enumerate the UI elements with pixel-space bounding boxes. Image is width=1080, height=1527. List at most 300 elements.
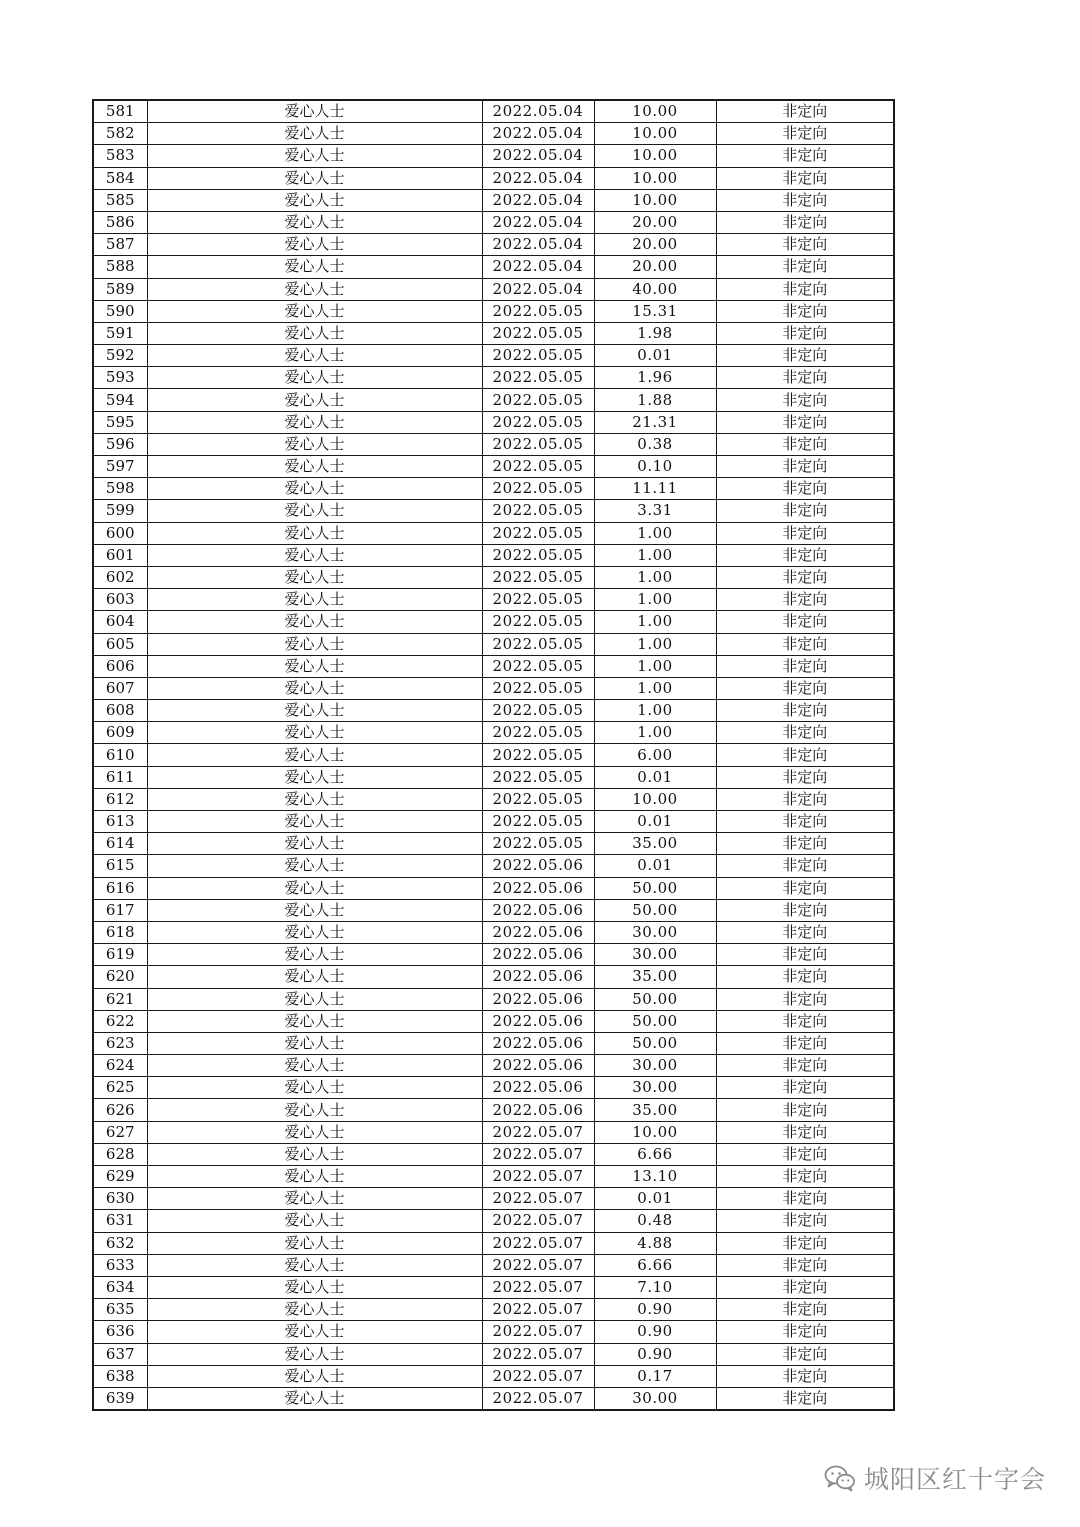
row-number-cell: 607	[93, 677, 147, 699]
amount-cell: 35.00	[594, 966, 716, 988]
table-row	[93, 1321, 894, 1343]
purpose-cell: 非定向	[716, 1077, 894, 1099]
row-number-cell: 610	[93, 744, 147, 766]
purpose-cell: 非定向	[716, 1143, 894, 1165]
purpose-cell: 非定向	[716, 211, 894, 233]
date-cell: 2022.05.05	[482, 589, 594, 611]
date-cell: 2022.05.05	[482, 700, 594, 722]
donor-cell: 爱心人士	[147, 278, 482, 300]
purpose-cell: 非定向	[716, 1232, 894, 1254]
date-cell: 2022.05.05	[482, 322, 594, 344]
table-row	[93, 633, 894, 655]
purpose-cell: 非定向	[716, 145, 894, 167]
table-row	[93, 921, 894, 943]
row-number-cell: 608	[93, 700, 147, 722]
donor-cell: 爱心人士	[147, 899, 482, 921]
row-number-cell: 611	[93, 766, 147, 788]
purpose-cell: 非定向	[716, 1032, 894, 1054]
donor-cell: 爱心人士	[147, 500, 482, 522]
date-cell: 2022.05.07	[482, 1232, 594, 1254]
purpose-cell: 非定向	[716, 1365, 894, 1387]
date-cell: 2022.05.07	[482, 1276, 594, 1298]
purpose-cell: 非定向	[716, 611, 894, 633]
table-row	[93, 1365, 894, 1387]
donor-cell: 爱心人士	[147, 1143, 482, 1165]
date-cell: 2022.05.04	[482, 234, 594, 256]
purpose-cell: 非定向	[716, 766, 894, 788]
donor-cell: 爱心人士	[147, 566, 482, 588]
row-number-cell: 591	[93, 322, 147, 344]
row-number-cell: 584	[93, 167, 147, 189]
donor-cell: 爱心人士	[147, 744, 482, 766]
date-cell: 2022.05.06	[482, 899, 594, 921]
row-number-cell: 621	[93, 988, 147, 1010]
donor-cell: 爱心人士	[147, 944, 482, 966]
donation-table-body	[93, 100, 894, 1410]
amount-cell: 0.10	[594, 456, 716, 478]
table-row	[93, 278, 894, 300]
purpose-cell: 非定向	[716, 522, 894, 544]
date-cell: 2022.05.06	[482, 1099, 594, 1121]
row-number-cell: 638	[93, 1365, 147, 1387]
date-cell: 2022.05.04	[482, 256, 594, 278]
donor-cell: 爱心人士	[147, 123, 482, 145]
donor-cell: 爱心人士	[147, 833, 482, 855]
amount-cell: 0.01	[594, 811, 716, 833]
donor-cell: 爱心人士	[147, 433, 482, 455]
amount-cell: 1.96	[594, 367, 716, 389]
table-row	[93, 167, 894, 189]
amount-cell: 50.00	[594, 877, 716, 899]
amount-cell: 1.00	[594, 611, 716, 633]
amount-cell: 30.00	[594, 921, 716, 943]
table-row	[93, 589, 894, 611]
purpose-cell: 非定向	[716, 811, 894, 833]
date-cell: 2022.05.05	[482, 722, 594, 744]
donor-cell: 爱心人士	[147, 766, 482, 788]
donor-cell: 爱心人士	[147, 411, 482, 433]
date-cell: 2022.05.06	[482, 1077, 594, 1099]
donor-cell: 爱心人士	[147, 322, 482, 344]
row-number-cell: 631	[93, 1210, 147, 1232]
row-number-cell: 582	[93, 123, 147, 145]
donor-cell: 爱心人士	[147, 1188, 482, 1210]
amount-cell: 0.90	[594, 1299, 716, 1321]
table-row	[93, 1143, 894, 1165]
date-cell: 2022.05.05	[482, 389, 594, 411]
date-cell: 2022.05.04	[482, 123, 594, 145]
row-number-cell: 639	[93, 1387, 147, 1410]
amount-cell: 10.00	[594, 123, 716, 145]
table-row	[93, 433, 894, 455]
purpose-cell: 非定向	[716, 1254, 894, 1276]
amount-cell: 6.00	[594, 744, 716, 766]
amount-cell: 10.00	[594, 100, 716, 123]
table-row	[93, 1232, 894, 1254]
row-number-cell: 587	[93, 234, 147, 256]
purpose-cell: 非定向	[716, 411, 894, 433]
amount-cell: 1.00	[594, 566, 716, 588]
row-number-cell: 600	[93, 522, 147, 544]
amount-cell: 10.00	[594, 189, 716, 211]
row-number-cell: 634	[93, 1276, 147, 1298]
row-number-cell: 597	[93, 456, 147, 478]
amount-cell: 3.31	[594, 500, 716, 522]
date-cell: 2022.05.05	[482, 478, 594, 500]
donor-cell: 爱心人士	[147, 1166, 482, 1188]
amount-cell: 0.17	[594, 1365, 716, 1387]
amount-cell: 21.31	[594, 411, 716, 433]
row-number-cell: 590	[93, 300, 147, 322]
purpose-cell: 非定向	[716, 100, 894, 123]
row-number-cell: 629	[93, 1166, 147, 1188]
donor-cell: 爱心人士	[147, 478, 482, 500]
date-cell: 2022.05.07	[482, 1210, 594, 1232]
purpose-cell: 非定向	[716, 345, 894, 367]
table-row	[93, 1210, 894, 1232]
purpose-cell: 非定向	[716, 367, 894, 389]
date-cell: 2022.05.07	[482, 1321, 594, 1343]
amount-cell: 4.88	[594, 1232, 716, 1254]
amount-cell: 50.00	[594, 1010, 716, 1032]
amount-cell: 40.00	[594, 278, 716, 300]
table-row	[93, 1299, 894, 1321]
donor-cell: 爱心人士	[147, 1210, 482, 1232]
purpose-cell: 非定向	[716, 478, 894, 500]
amount-cell: 11.11	[594, 478, 716, 500]
table-row	[93, 744, 894, 766]
purpose-cell: 非定向	[716, 655, 894, 677]
row-number-cell: 637	[93, 1343, 147, 1365]
table-row	[93, 811, 894, 833]
date-cell: 2022.05.06	[482, 1032, 594, 1054]
amount-cell: 15.31	[594, 300, 716, 322]
date-cell: 2022.05.07	[482, 1299, 594, 1321]
donor-cell: 爱心人士	[147, 966, 482, 988]
date-cell: 2022.05.07	[482, 1143, 594, 1165]
purpose-cell: 非定向	[716, 123, 894, 145]
amount-cell: 0.38	[594, 433, 716, 455]
table-row	[93, 944, 894, 966]
donor-cell: 爱心人士	[147, 1365, 482, 1387]
row-number-cell: 632	[93, 1232, 147, 1254]
table-row	[93, 544, 894, 566]
row-number-cell: 626	[93, 1099, 147, 1121]
donor-cell: 爱心人士	[147, 544, 482, 566]
date-cell: 2022.05.06	[482, 988, 594, 1010]
date-cell: 2022.05.07	[482, 1188, 594, 1210]
donor-cell: 爱心人士	[147, 367, 482, 389]
donor-cell: 爱心人士	[147, 1055, 482, 1077]
row-number-cell: 601	[93, 544, 147, 566]
donor-cell: 爱心人士	[147, 1232, 482, 1254]
amount-cell: 35.00	[594, 833, 716, 855]
table-row	[93, 367, 894, 389]
donor-cell: 爱心人士	[147, 1343, 482, 1365]
amount-cell: 0.01	[594, 1188, 716, 1210]
donor-cell: 爱心人士	[147, 100, 482, 123]
donor-cell: 爱心人士	[147, 1299, 482, 1321]
row-number-cell: 619	[93, 944, 147, 966]
table-row	[93, 988, 894, 1010]
purpose-cell: 非定向	[716, 234, 894, 256]
purpose-cell: 非定向	[716, 456, 894, 478]
table-row	[93, 1077, 894, 1099]
donor-cell: 爱心人士	[147, 722, 482, 744]
row-number-cell: 612	[93, 788, 147, 810]
date-cell: 2022.05.05	[482, 300, 594, 322]
purpose-cell: 非定向	[716, 389, 894, 411]
table-row	[93, 145, 894, 167]
row-number-cell: 633	[93, 1254, 147, 1276]
donor-cell: 爱心人士	[147, 256, 482, 278]
purpose-cell: 非定向	[716, 921, 894, 943]
date-cell: 2022.05.05	[482, 500, 594, 522]
amount-cell: 13.10	[594, 1166, 716, 1188]
amount-cell: 1.00	[594, 544, 716, 566]
purpose-cell: 非定向	[716, 1387, 894, 1410]
purpose-cell: 非定向	[716, 589, 894, 611]
row-number-cell: 614	[93, 833, 147, 855]
purpose-cell: 非定向	[716, 189, 894, 211]
date-cell: 2022.05.05	[482, 522, 594, 544]
table-row	[93, 234, 894, 256]
amount-cell: 30.00	[594, 1055, 716, 1077]
amount-cell: 10.00	[594, 145, 716, 167]
donor-cell: 爱心人士	[147, 1010, 482, 1032]
purpose-cell: 非定向	[716, 566, 894, 588]
donor-cell: 爱心人士	[147, 300, 482, 322]
date-cell: 2022.05.07	[482, 1387, 594, 1410]
row-number-cell: 596	[93, 433, 147, 455]
purpose-cell: 非定向	[716, 677, 894, 699]
date-cell: 2022.05.05	[482, 433, 594, 455]
date-cell: 2022.05.05	[482, 367, 594, 389]
table-row	[93, 322, 894, 344]
purpose-cell: 非定向	[716, 788, 894, 810]
row-number-cell: 615	[93, 855, 147, 877]
table-row	[93, 1343, 894, 1365]
purpose-cell: 非定向	[716, 1121, 894, 1143]
date-cell: 2022.05.05	[482, 677, 594, 699]
row-number-cell: 624	[93, 1055, 147, 1077]
donor-cell: 爱心人士	[147, 145, 482, 167]
date-cell: 2022.05.06	[482, 966, 594, 988]
wechat-icon	[824, 1464, 856, 1492]
amount-cell: 0.48	[594, 1210, 716, 1232]
table-row	[93, 123, 894, 145]
donor-cell: 爱心人士	[147, 1321, 482, 1343]
table-row	[93, 788, 894, 810]
amount-cell: 1.00	[594, 589, 716, 611]
amount-cell: 0.01	[594, 345, 716, 367]
row-number-cell: 616	[93, 877, 147, 899]
amount-cell: 35.00	[594, 1099, 716, 1121]
table-row	[93, 966, 894, 988]
amount-cell: 6.66	[594, 1143, 716, 1165]
table-row	[93, 478, 894, 500]
purpose-cell: 非定向	[716, 1166, 894, 1188]
amount-cell: 0.01	[594, 766, 716, 788]
date-cell: 2022.05.05	[482, 833, 594, 855]
amount-cell: 1.00	[594, 700, 716, 722]
row-number-cell: 605	[93, 633, 147, 655]
table-row	[93, 456, 894, 478]
donor-cell: 爱心人士	[147, 877, 482, 899]
table-row	[93, 411, 894, 433]
table-row	[93, 855, 894, 877]
date-cell: 2022.05.04	[482, 278, 594, 300]
date-cell: 2022.05.05	[482, 345, 594, 367]
date-cell: 2022.05.04	[482, 145, 594, 167]
donor-cell: 爱心人士	[147, 167, 482, 189]
table-row	[93, 300, 894, 322]
donor-cell: 爱心人士	[147, 611, 482, 633]
amount-cell: 1.00	[594, 722, 716, 744]
purpose-cell: 非定向	[716, 500, 894, 522]
donor-cell: 爱心人士	[147, 1387, 482, 1410]
donor-cell: 爱心人士	[147, 677, 482, 699]
table-row	[93, 522, 894, 544]
row-number-cell: 598	[93, 478, 147, 500]
row-number-cell: 630	[93, 1188, 147, 1210]
table-row	[93, 611, 894, 633]
table-row	[93, 677, 894, 699]
date-cell: 2022.05.04	[482, 211, 594, 233]
date-cell: 2022.05.05	[482, 788, 594, 810]
table-row	[93, 100, 894, 123]
purpose-cell: 非定向	[716, 256, 894, 278]
date-cell: 2022.05.05	[482, 456, 594, 478]
date-cell: 2022.05.06	[482, 877, 594, 899]
amount-cell: 0.90	[594, 1321, 716, 1343]
donor-cell: 爱心人士	[147, 811, 482, 833]
amount-cell: 1.00	[594, 655, 716, 677]
date-cell: 2022.05.05	[482, 811, 594, 833]
donor-cell: 爱心人士	[147, 389, 482, 411]
purpose-cell: 非定向	[716, 1188, 894, 1210]
amount-cell: 30.00	[594, 1077, 716, 1099]
table-row	[93, 1276, 894, 1298]
row-number-cell: 592	[93, 345, 147, 367]
table-row	[93, 389, 894, 411]
donor-cell: 爱心人士	[147, 1077, 482, 1099]
purpose-cell: 非定向	[716, 633, 894, 655]
row-number-cell: 636	[93, 1321, 147, 1343]
date-cell: 2022.05.06	[482, 921, 594, 943]
row-number-cell: 589	[93, 278, 147, 300]
amount-cell: 20.00	[594, 256, 716, 278]
row-number-cell: 627	[93, 1121, 147, 1143]
row-number-cell: 606	[93, 655, 147, 677]
row-number-cell: 586	[93, 211, 147, 233]
amount-cell: 1.98	[594, 322, 716, 344]
date-cell: 2022.05.07	[482, 1365, 594, 1387]
amount-cell: 50.00	[594, 1032, 716, 1054]
row-number-cell: 602	[93, 566, 147, 588]
date-cell: 2022.05.06	[482, 855, 594, 877]
purpose-cell: 非定向	[716, 855, 894, 877]
table-row	[93, 700, 894, 722]
watermark	[824, 1460, 1046, 1496]
row-number-cell: 593	[93, 367, 147, 389]
date-cell: 2022.05.04	[482, 167, 594, 189]
amount-cell: 20.00	[594, 211, 716, 233]
row-number-cell: 603	[93, 589, 147, 611]
row-number-cell: 620	[93, 966, 147, 988]
donor-cell: 爱心人士	[147, 211, 482, 233]
purpose-cell: 非定向	[716, 1276, 894, 1298]
donor-cell: 爱心人士	[147, 589, 482, 611]
amount-cell: 10.00	[594, 788, 716, 810]
table-row	[93, 1055, 894, 1077]
table-row	[93, 899, 894, 921]
table-row	[93, 833, 894, 855]
amount-cell: 30.00	[594, 944, 716, 966]
amount-cell: 50.00	[594, 899, 716, 921]
row-number-cell: 622	[93, 1010, 147, 1032]
date-cell: 2022.05.06	[482, 1010, 594, 1032]
donor-cell: 爱心人士	[147, 1032, 482, 1054]
donor-cell: 爱心人士	[147, 234, 482, 256]
donor-cell: 爱心人士	[147, 1099, 482, 1121]
amount-cell: 10.00	[594, 167, 716, 189]
amount-cell: 0.01	[594, 855, 716, 877]
date-cell: 2022.05.05	[482, 566, 594, 588]
purpose-cell: 非定向	[716, 944, 894, 966]
watermark-text: 城阳区红十字会	[863, 1465, 1046, 1494]
row-number-cell: 628	[93, 1143, 147, 1165]
purpose-cell: 非定向	[716, 1210, 894, 1232]
table-row	[93, 722, 894, 744]
row-number-cell: 609	[93, 722, 147, 744]
purpose-cell: 非定向	[716, 1299, 894, 1321]
table-row	[93, 1121, 894, 1143]
table-row	[93, 566, 894, 588]
row-number-cell: 604	[93, 611, 147, 633]
date-cell: 2022.05.05	[482, 766, 594, 788]
donor-cell: 爱心人士	[147, 855, 482, 877]
donor-cell: 爱心人士	[147, 788, 482, 810]
amount-cell: 10.00	[594, 1121, 716, 1143]
purpose-cell: 非定向	[716, 1321, 894, 1343]
row-number-cell: 585	[93, 189, 147, 211]
row-number-cell: 581	[93, 100, 147, 123]
date-cell: 2022.05.07	[482, 1343, 594, 1365]
amount-cell: 1.00	[594, 633, 716, 655]
table-row	[93, 1010, 894, 1032]
date-cell: 2022.05.04	[482, 189, 594, 211]
date-cell: 2022.05.07	[482, 1254, 594, 1276]
purpose-cell: 非定向	[716, 744, 894, 766]
table-row	[93, 211, 894, 233]
amount-cell: 20.00	[594, 234, 716, 256]
purpose-cell: 非定向	[716, 966, 894, 988]
date-cell: 2022.05.06	[482, 1055, 594, 1077]
date-cell: 2022.05.05	[482, 633, 594, 655]
date-cell: 2022.05.05	[482, 744, 594, 766]
purpose-cell: 非定向	[716, 300, 894, 322]
purpose-cell: 非定向	[716, 433, 894, 455]
purpose-cell: 非定向	[716, 700, 894, 722]
donor-cell: 爱心人士	[147, 522, 482, 544]
row-number-cell: 618	[93, 921, 147, 943]
purpose-cell: 非定向	[716, 877, 894, 899]
row-number-cell: 599	[93, 500, 147, 522]
table-row	[93, 1166, 894, 1188]
table-row	[93, 1254, 894, 1276]
row-number-cell: 595	[93, 411, 147, 433]
